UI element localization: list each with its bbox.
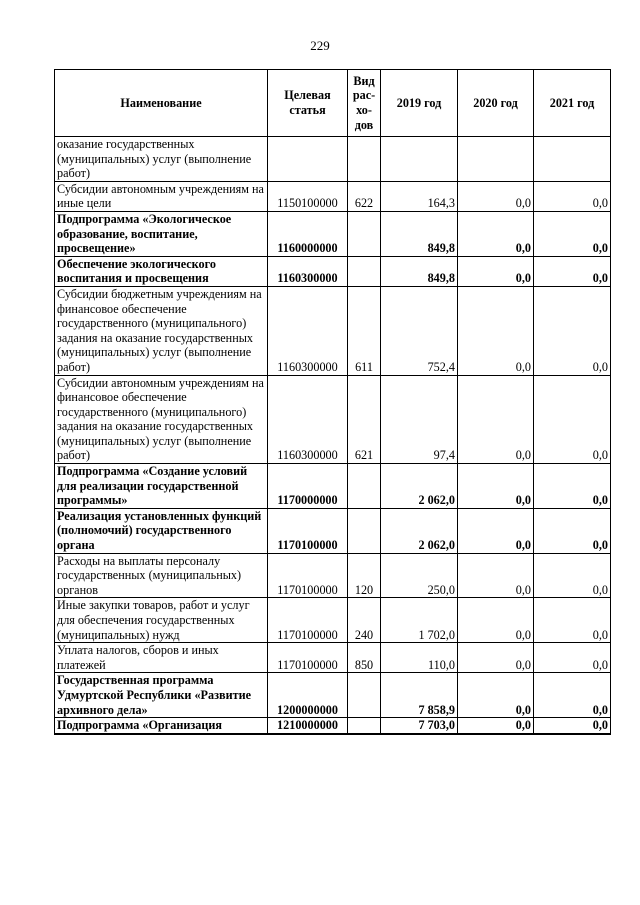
header-expense-type: Вид рас-хо-дов	[348, 70, 381, 137]
row-name: Реализация установленных функций (полномочий) государственного органа	[55, 508, 268, 553]
row-value-2019: 2 062,0	[381, 508, 458, 553]
row-value-2019: 2 062,0	[381, 464, 458, 509]
row-value-2021: 0,0	[534, 718, 611, 734]
table-row	[55, 464, 611, 509]
row-name: Государственная программа Удмуртской Республики «Развитие архивного дела»	[55, 673, 268, 718]
row-expense-type: 120	[348, 553, 381, 598]
row-expense-type	[348, 464, 381, 509]
row-value-2021: 0,0	[534, 256, 611, 286]
row-target-article: 1160300000	[268, 256, 348, 286]
header-year-2019: 2019 год	[381, 70, 458, 137]
row-value-2020: 0,0	[458, 464, 534, 509]
budget-table	[54, 69, 611, 735]
row-target-article: 1150100000	[268, 181, 348, 211]
table-row	[55, 553, 611, 598]
row-value-2020: 0,0	[458, 643, 534, 673]
row-value-2021	[534, 137, 611, 182]
row-value-2019: 164,3	[381, 181, 458, 211]
table-row	[55, 256, 611, 286]
row-name: Подпрограмма «Экологическое образование, воспитание, просвещение»	[55, 211, 268, 256]
row-value-2020: 0,0	[458, 598, 534, 643]
row-target-article: 1170100000	[268, 508, 348, 553]
row-name: Иные закупки товаров, работ и услуг для обеспечения государственных (муниципальных) нужд	[55, 598, 268, 643]
header-target-article: Целевая статья	[268, 70, 348, 137]
row-target-article: 1170100000	[268, 643, 348, 673]
row-target-article: 1170100000	[268, 598, 348, 643]
table-row	[55, 673, 611, 718]
row-expense-type: 622	[348, 181, 381, 211]
table-row	[55, 643, 611, 673]
table-row	[55, 508, 611, 553]
page-number: 229	[310, 38, 330, 53]
row-value-2020: 0,0	[458, 553, 534, 598]
header-year-2020: 2020 год	[458, 70, 534, 137]
table-row	[55, 375, 611, 464]
table-row	[55, 598, 611, 643]
row-value-2019: 110,0	[381, 643, 458, 673]
row-value-2021: 0,0	[534, 673, 611, 718]
row-name: Подпрограмма «Организация	[55, 718, 268, 734]
row-target-article: 1170100000	[268, 553, 348, 598]
row-value-2020: 0,0	[458, 211, 534, 256]
row-expense-type	[348, 256, 381, 286]
row-value-2019: 7 703,0	[381, 718, 458, 734]
table-row	[55, 211, 611, 256]
row-target-article: 1160300000	[268, 375, 348, 464]
row-expense-type	[348, 718, 381, 734]
row-expense-type	[348, 508, 381, 553]
table-header-row	[55, 70, 611, 137]
header-name: Наименование	[55, 70, 268, 137]
table-row	[55, 137, 611, 182]
row-value-2021: 0,0	[534, 286, 611, 375]
row-name: Уплата налогов, сборов и иных платежей	[55, 643, 268, 673]
row-name: Расходы на выплаты персоналу государственных (муниципальных) органов	[55, 553, 268, 598]
row-target-article: 1170000000	[268, 464, 348, 509]
row-target-article: 1200000000	[268, 673, 348, 718]
row-value-2019: 97,4	[381, 375, 458, 464]
row-expense-type	[348, 137, 381, 182]
row-value-2021: 0,0	[534, 375, 611, 464]
row-name: Субсидии автономным учреждениям на иные цели	[55, 181, 268, 211]
row-value-2020	[458, 137, 534, 182]
row-value-2019: 752,4	[381, 286, 458, 375]
table-row	[55, 718, 611, 734]
row-name: Субсидии бюджетным учреждениям на финансовое обеспечение государственного (муниципального) задания на оказание государственных (муниципальных) услуг (выполнение работ)	[55, 286, 268, 375]
row-target-article	[268, 137, 348, 182]
row-expense-type: 240	[348, 598, 381, 643]
row-expense-type	[348, 673, 381, 718]
row-value-2021: 0,0	[534, 181, 611, 211]
row-expense-type: 850	[348, 643, 381, 673]
row-value-2020: 0,0	[458, 508, 534, 553]
row-expense-type: 611	[348, 286, 381, 375]
row-value-2020: 0,0	[458, 375, 534, 464]
row-value-2021: 0,0	[534, 211, 611, 256]
row-value-2020: 0,0	[458, 673, 534, 718]
row-name: оказание государственных (муниципальных) услуг (выполнение работ)	[55, 137, 268, 182]
row-target-article: 1160000000	[268, 211, 348, 256]
row-value-2020: 0,0	[458, 718, 534, 734]
row-value-2019	[381, 137, 458, 182]
row-value-2019: 250,0	[381, 553, 458, 598]
row-target-article: 1210000000	[268, 718, 348, 734]
row-value-2020: 0,0	[458, 256, 534, 286]
row-value-2021: 0,0	[534, 464, 611, 509]
row-expense-type	[348, 211, 381, 256]
row-target-article: 1160300000	[268, 286, 348, 375]
header-year-2021: 2021 год	[534, 70, 611, 137]
row-value-2019: 849,8	[381, 256, 458, 286]
row-value-2021: 0,0	[534, 643, 611, 673]
row-value-2020: 0,0	[458, 181, 534, 211]
row-name: Обеспечение экологического воспитания и просвещения	[55, 256, 268, 286]
row-value-2019: 849,8	[381, 211, 458, 256]
row-value-2020: 0,0	[458, 286, 534, 375]
table-row	[55, 286, 611, 375]
row-value-2021: 0,0	[534, 508, 611, 553]
table-row	[55, 181, 611, 211]
row-expense-type: 621	[348, 375, 381, 464]
row-value-2019: 7 858,9	[381, 673, 458, 718]
row-name: Субсидии автономным учреждениям на финансовое обеспечение государственного (муниципального) задания на оказание государственных (муниципальных) услуг (выполнение работ)	[55, 375, 268, 464]
row-value-2019: 1 702,0	[381, 598, 458, 643]
row-value-2021: 0,0	[534, 598, 611, 643]
row-name: Подпрограмма «Создание условий для реализации государственной программы»	[55, 464, 268, 509]
row-value-2021: 0,0	[534, 553, 611, 598]
